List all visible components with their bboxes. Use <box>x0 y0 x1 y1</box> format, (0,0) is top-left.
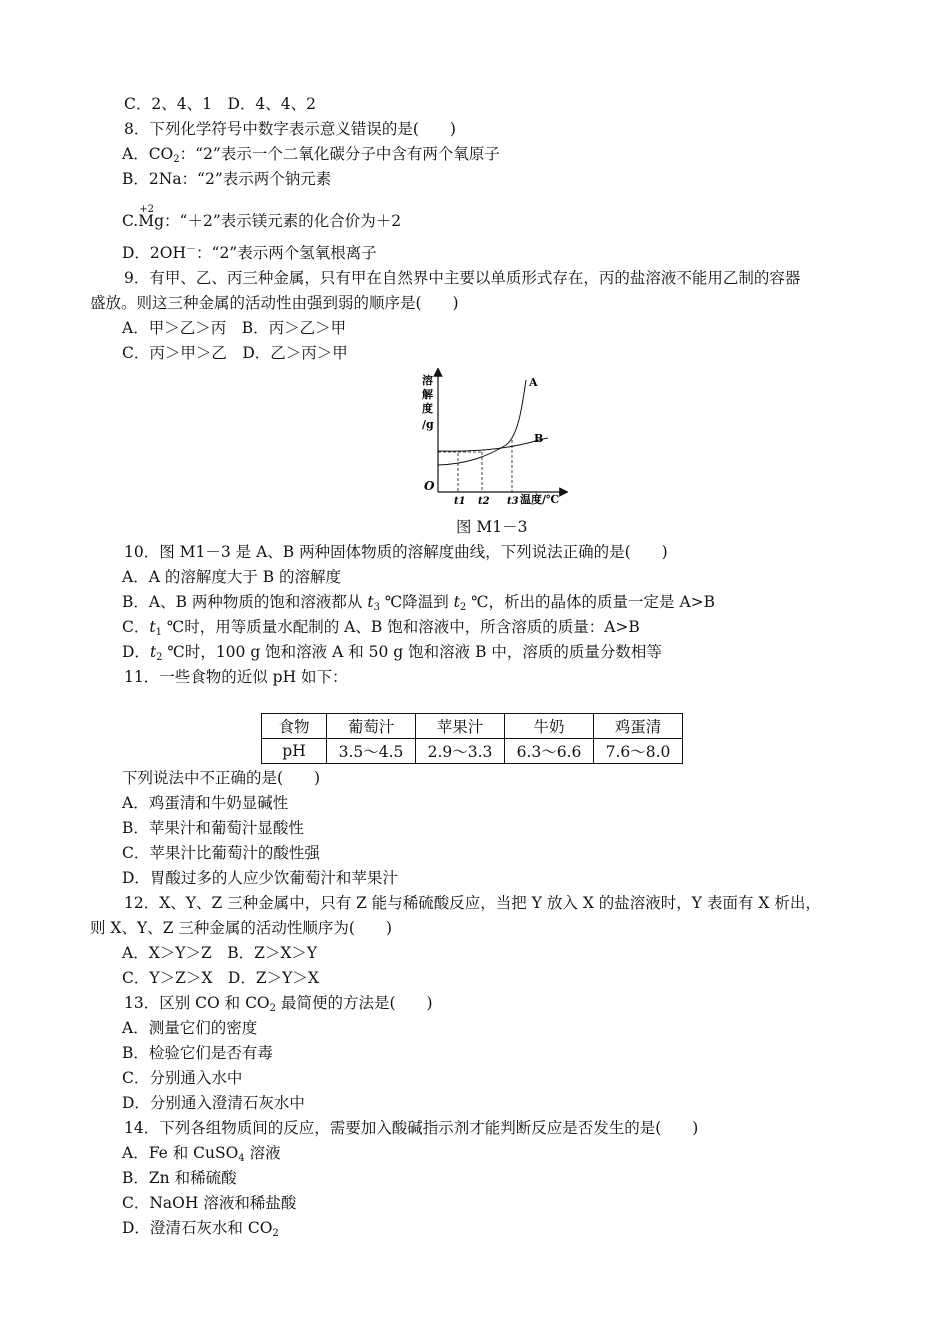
q11-option-d: D．胃酸过多的人应少饮葡萄汁和苹果汁 <box>122 869 398 887</box>
q12-stem-line2: 则 X、Y、Z 三种金属的活动性顺序为( ) <box>90 919 392 937</box>
q14-option-c: C．NaOH 溶液和稀盐酸 <box>122 1194 297 1212</box>
q14-stem: 14．下列各组物质间的反应，需要加入酸碱指示剂才能判断反应是否发生的是( ) <box>124 1119 699 1137</box>
curve-a-label: A <box>529 376 538 389</box>
ylabel-char-3: 度 <box>422 402 433 415</box>
q9-options-cd: C．丙＞甲＞乙 D．乙＞丙＞甲 <box>122 344 348 362</box>
table-cell: 3.5～4.5 <box>327 739 416 764</box>
q11-option-c: C．苹果汁比葡萄汁的酸性强 <box>122 844 320 862</box>
q14-option-a: A．Fe 和 CuSO$_4$ 溶液 <box>122 1144 281 1164</box>
curve-b <box>438 438 548 451</box>
q10-stem: 10．图 M1－3 是 A、B 两种固体物质的溶解度曲线，下列说法正确的是( ) <box>124 543 668 561</box>
table-row <box>262 714 683 739</box>
q10-option-a: A．A 的溶解度大于 B 的溶解度 <box>122 568 342 586</box>
origin-label: O <box>424 479 435 493</box>
q10-option-d: D．$t_2$ ℃时，100 g 饱和溶液 A 和 50 g 饱和溶液 B 中，溶质的质量分数相等 <box>122 643 662 663</box>
q13-option-c: C．分别通入水中 <box>122 1069 243 1087</box>
q9-stem-line1: 9．有甲、乙、丙三种金属，只有甲在自然界中主要以单质形式存在，丙的盐溶液不能用乙制的容器 <box>124 269 801 287</box>
q13-option-b: B．检验它们是否有毒 <box>122 1044 273 1062</box>
table-cell: 鸡蛋清 <box>594 714 683 739</box>
solubility-curve-figure <box>418 368 568 508</box>
table-cell: 2.9～3.3 <box>416 739 505 764</box>
table-cell: 7.6～8.0 <box>594 739 683 764</box>
q8-option-b: B．2Na：“2”表示两个钠元素 <box>122 170 332 188</box>
table-cell: 牛奶 <box>505 714 594 739</box>
q14-option-b: B．Zn 和稀硫酸 <box>122 1169 237 1187</box>
q8-option-d: D．2OH－：“2”表示两个氢氧根离子 <box>122 244 377 262</box>
table-cell: 食物 <box>262 714 327 739</box>
q12-stem-line1: 12．X、Y、Z 三种金属中，只有 Z 能与稀硫酸反应，当把 Y 放入 X 的盐溶液时，Y 表面有 X 析出， <box>124 894 821 912</box>
q7-options-cd: C．2、4、1 D．4、4、2 <box>124 95 316 113</box>
tick-t3: t3 <box>507 496 519 507</box>
q12-options-ab: A．X＞Y＞Z B．Z＞X＞Y <box>122 944 318 962</box>
q10-option-b: B．A、B 两种物质的饱和溶液都从 $t_3$ ℃降温到 $t_2$ ℃，析出的晶体的质量一定是 A>B <box>122 593 716 613</box>
ylabel-char-1: 溶 <box>422 374 433 387</box>
q11-stem: 11．一些食物的近似 pH 如下： <box>124 668 348 686</box>
table-cell: pH <box>262 739 327 764</box>
q11-option-b: B．苹果汁和葡萄汁显酸性 <box>122 819 304 837</box>
q8-option-c: C. +2 Mg：“＋2”表示镁元素的化合价为＋2 <box>122 211 401 231</box>
tick-t1: t1 <box>454 496 466 507</box>
q14-option-d: D．澄清石灰水和 $CO_2$ <box>122 1219 279 1239</box>
q8-stem: 8．下列化学符号中数字表示意义错误的是( ) <box>124 120 456 138</box>
q8-option-a: A．$CO_2$：“2”表示一个二氧化碳分子中含有两个氧原子 <box>122 145 500 165</box>
q13-option-a: A．测量它们的密度 <box>122 1019 258 1037</box>
table-row <box>262 739 683 764</box>
q13-option-d: D．分别通入澄清石灰水中 <box>122 1094 305 1112</box>
curve-b-label: B <box>534 432 544 445</box>
table-cell: 6.3～6.6 <box>505 739 594 764</box>
q9-options-ab: A．甲＞乙＞丙 B．丙＞乙＞甲 <box>122 319 347 337</box>
figure-caption: 图 M1－3 <box>456 518 528 536</box>
q11-option-a: A．鸡蛋清和牛奶显碱性 <box>122 794 289 812</box>
q11-question: 下列说法中不正确的是( ) <box>122 769 321 787</box>
oxidation-state: +2 <box>139 204 154 215</box>
xlabel: 温度/℃ <box>520 493 560 506</box>
ylabel-char-2: 解 <box>422 388 433 401</box>
table-cell: 苹果汁 <box>416 714 505 739</box>
ylabel-char-4: /g <box>422 418 434 431</box>
q9-stem-line2: 盛放。则这三种金属的活动性由强到弱的顺序是( ) <box>90 294 459 312</box>
q10-option-c: C．$t_1$ ℃时，用等质量水配制的 A、B 饱和溶液中，所含溶质的质量：A>B <box>122 618 640 638</box>
table-cell: 葡萄汁 <box>327 714 416 739</box>
q12-options-cd: C．Y＞Z＞X D．Z＞Y＞X <box>122 969 319 987</box>
tick-t2: t2 <box>478 496 490 507</box>
ph-table <box>261 713 683 764</box>
q13-stem: 13．区别 CO 和 $CO_2$ 最简便的方法是( ) <box>124 994 433 1014</box>
